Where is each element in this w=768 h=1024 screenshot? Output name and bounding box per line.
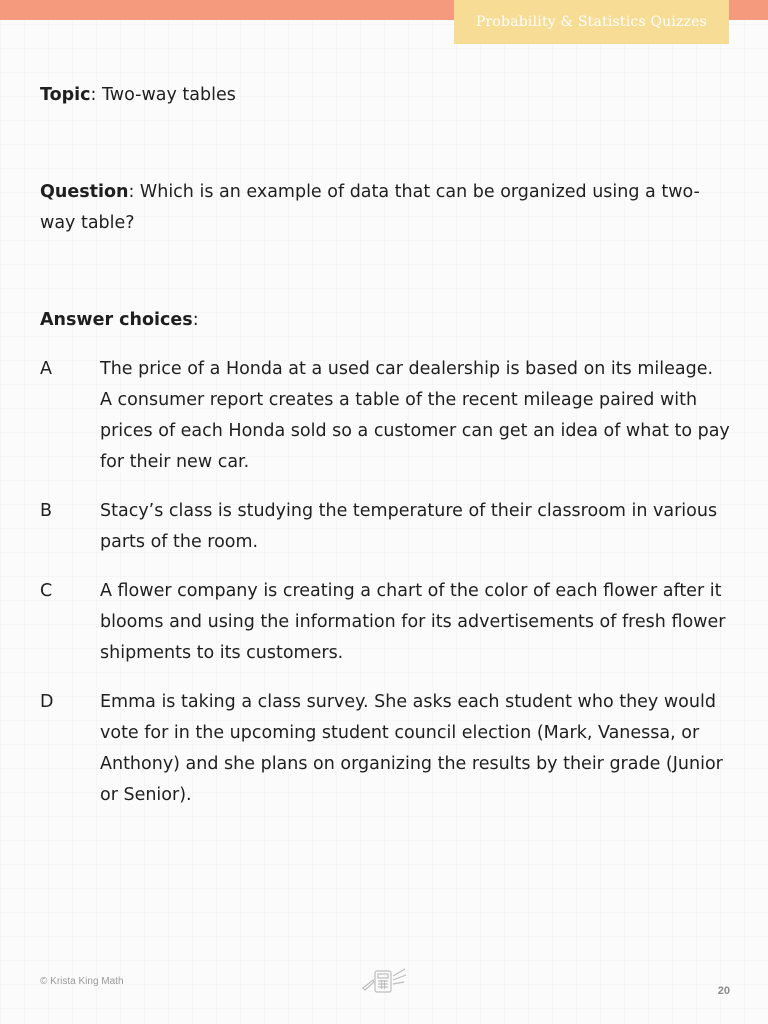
topic-value: : Two-way tables — [90, 85, 236, 105]
footer-copyright: © Krista King Math — [40, 976, 124, 987]
choice-letter: C — [40, 581, 53, 601]
question-line — [40, 177, 730, 239]
answer-choice-d — [40, 687, 730, 811]
question-label: Question — [40, 182, 129, 202]
topic-line — [40, 80, 730, 111]
choice-text: A flower company is creating a chart of the color of each flower after it blooms and using the information for its advertisements of fresh flower shipments to its customers. — [100, 581, 726, 663]
choice-text: Emma is taking a class survey. She asks each student who they would vote for in the upcoming student council election (Mark, Vanessa, or Anthony) and she plans on organizing the results by their grade (Junior or Senior). — [100, 692, 723, 805]
answer-choices-heading — [40, 305, 730, 336]
question-text: : Which is an example of data that can be organized using a two-way table? — [40, 182, 700, 233]
answer-choice-c — [40, 576, 730, 669]
choice-text: Stacy’s class is studying the temperature of their classroom in various parts of the room. — [100, 501, 718, 552]
answer-choice-a — [40, 354, 730, 478]
choice-letter: B — [40, 501, 53, 521]
quiz-content — [40, 80, 730, 811]
topic-label: Topic — [40, 85, 91, 105]
choice-text: The price of a Honda at a used car dealership is based on its mileage. A consumer report creates a table of the recent mileage paired with prices of each Honda sold so a customer can get an idea of what to pay for their new car. — [100, 359, 730, 472]
header-title: Probability & Statistics Quizzes — [475, 14, 708, 30]
calculator-pencil-icon — [360, 966, 408, 996]
choice-letter: A — [40, 359, 52, 379]
answer-choices-colon: : — [192, 310, 199, 330]
choice-letter: D — [40, 692, 54, 712]
answer-choices-label: Answer choices — [40, 310, 193, 330]
page-number: 20 — [717, 985, 730, 997]
header-tab — [454, 0, 729, 44]
answer-choice-b — [40, 496, 730, 558]
